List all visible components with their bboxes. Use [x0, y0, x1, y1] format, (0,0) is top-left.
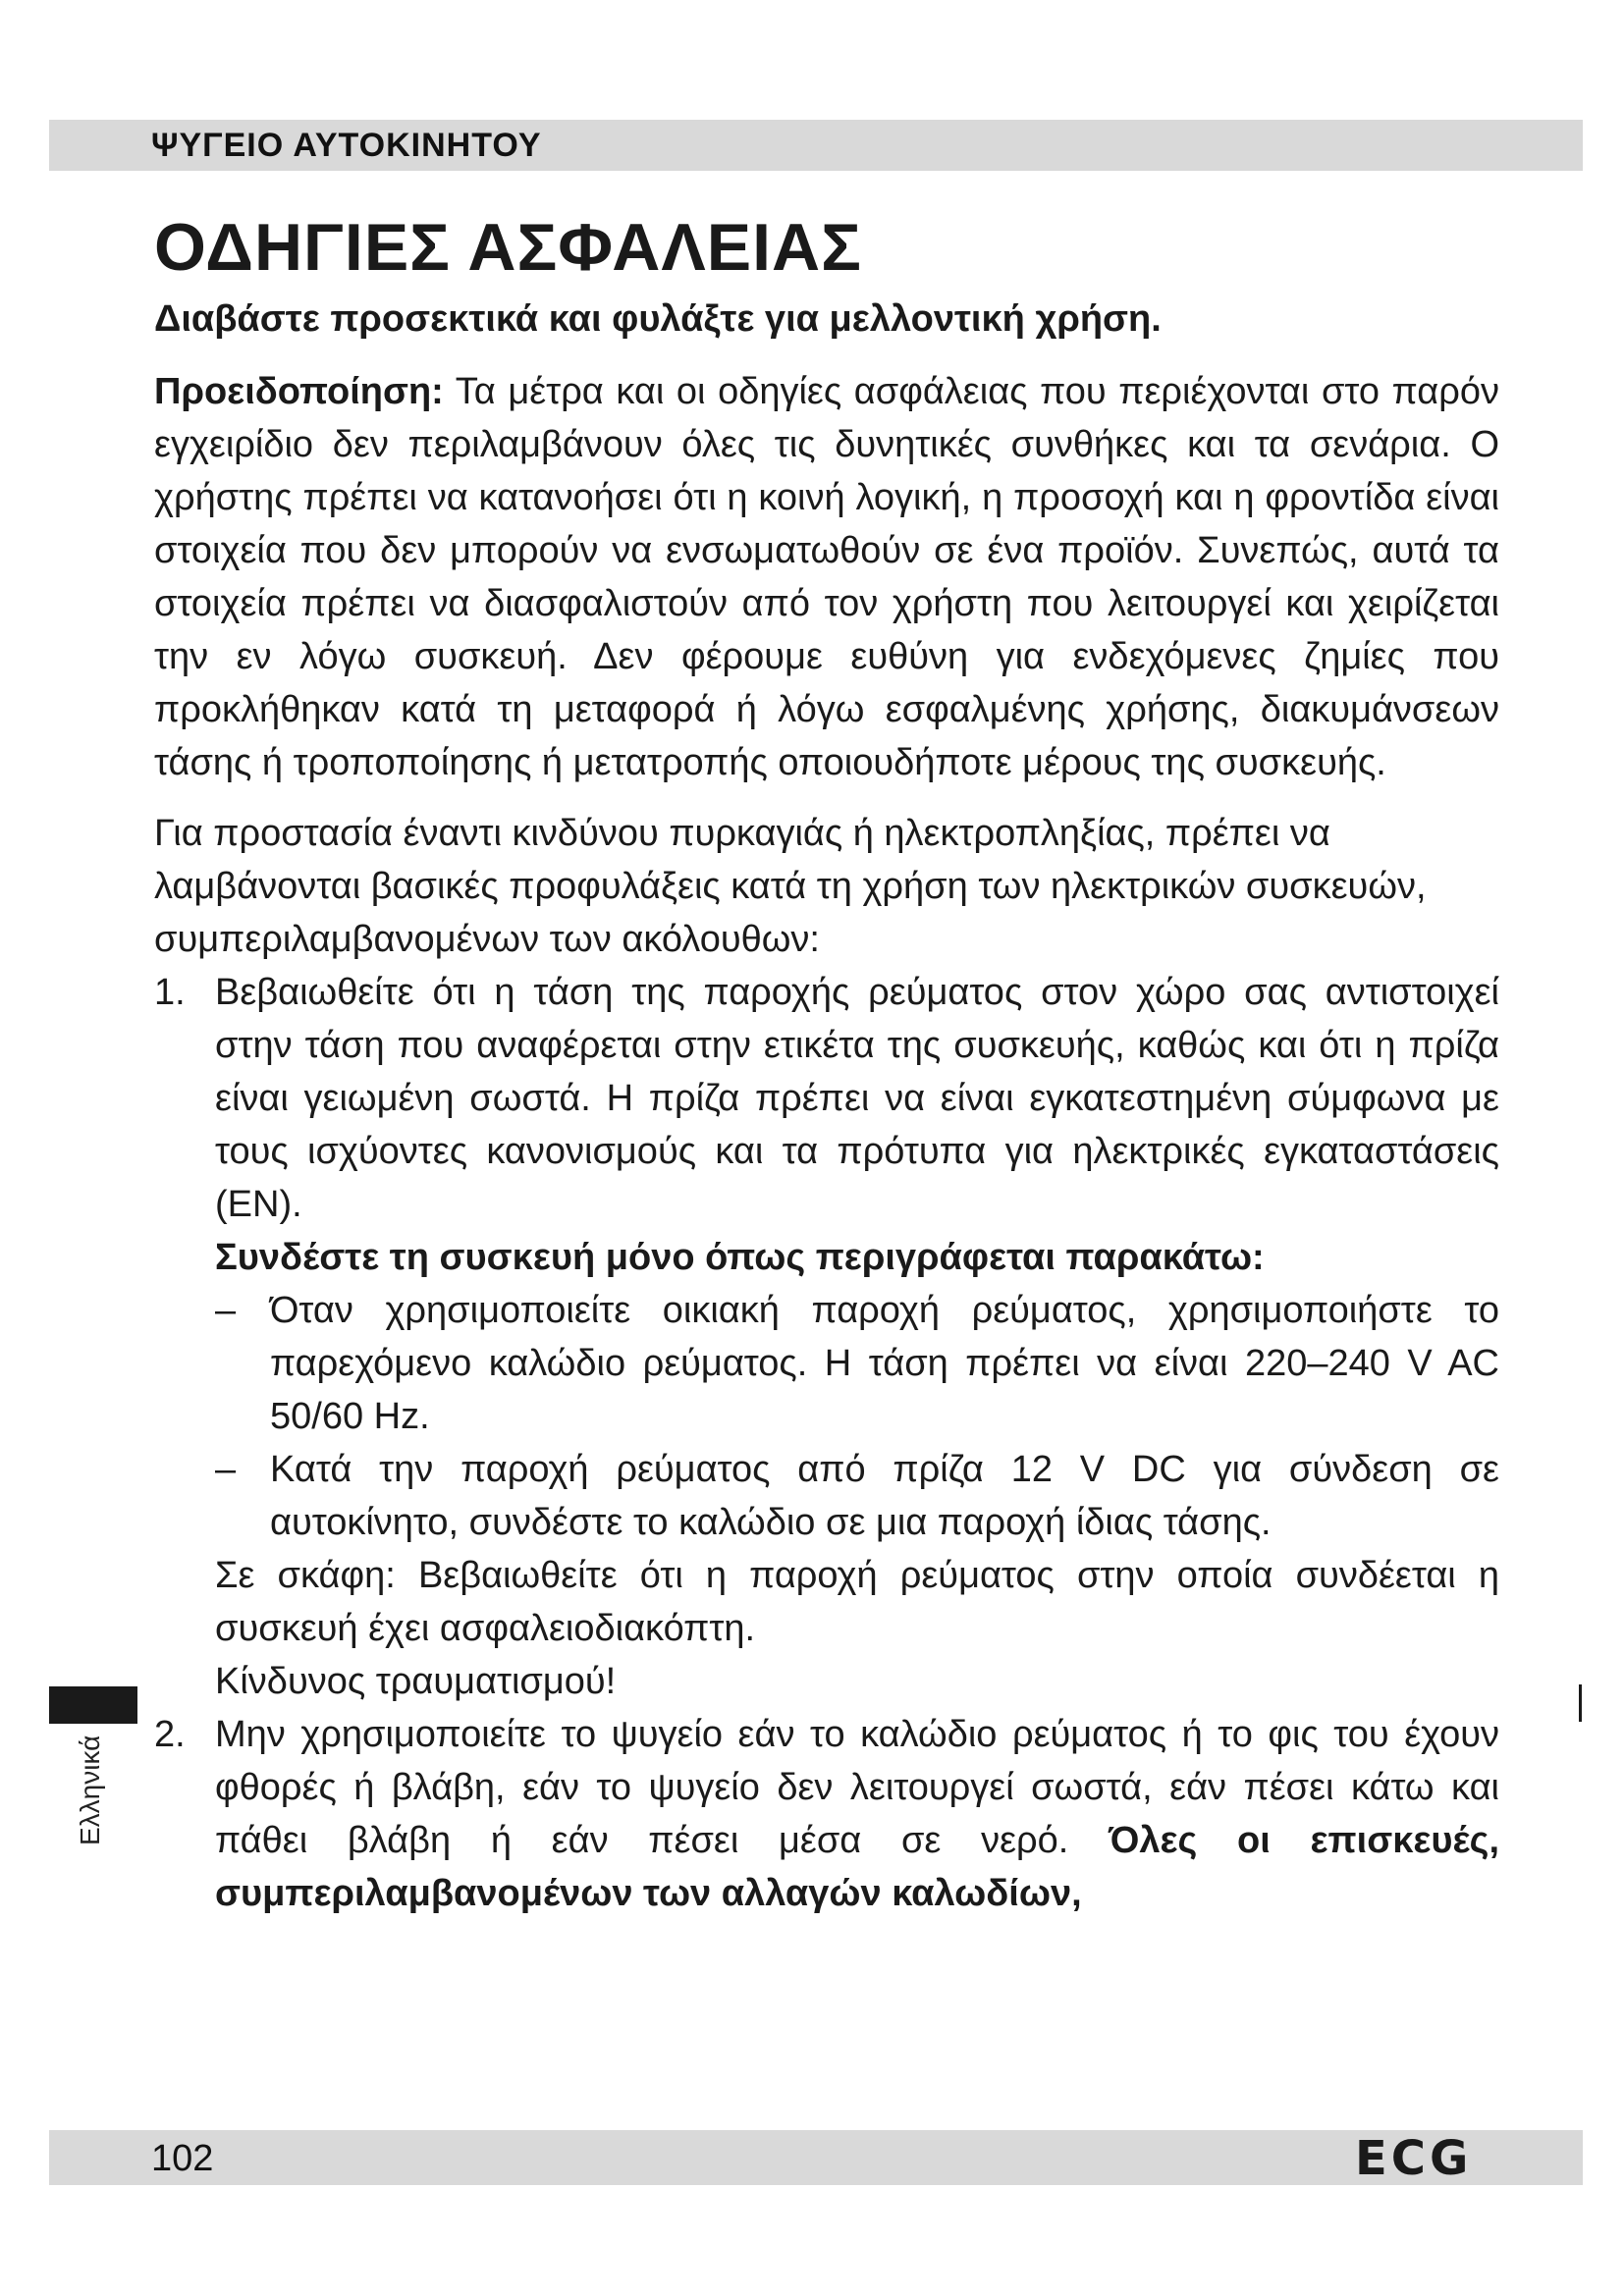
item2-text: Μην χρησιμοποιείτε το ψυγείο εάν το καλώδιο ρεύματος ή το φις του έχουν φθορές ή βλάβη, εάν το ψυγείο δεν λειτουργεί σωστά, εάν πέσει κάτω και πάθει βλάβη ή εάν πέσει μέσα σε νερό. — [215, 1714, 1499, 1861]
warning-label: Προειδοποίηση: — [154, 371, 444, 412]
footer-band — [49, 2130, 1583, 2185]
page-number: 102 — [151, 2138, 214, 2179]
margin-marker — [1579, 1684, 1582, 1722]
list-item-number: 2. — [154, 1714, 186, 1755]
language-tab-marker — [49, 1686, 137, 1724]
intro-paragraph: Για προστασία έναντι κινδύνου πυρκαγιάς ή ηλεκτροπληξίας, πρέπει να λαμβάνονται βασικές προφυλάξεις κατά τη χρήση των ηλεκτρικών συσκευών, συμπεριλαμβανομένων των ακόλουθων: — [154, 813, 1427, 960]
list-item-number: 1. — [154, 972, 186, 1013]
header-band — [49, 120, 1583, 171]
dash-item-1 — [215, 1284, 1499, 1443]
list-item-2 — [154, 1708, 1499, 1920]
page-content — [154, 206, 1499, 1920]
list-item-1 — [154, 966, 1499, 1708]
page-subtitle: Διαβάστε προσεκτικά και φυλάξτε για μελλοντική χρήση. — [154, 298, 1162, 340]
dash-symbol: – — [215, 1449, 237, 1490]
connect-heading: Συνδέστε τη συσκευή μόνο όπως περιγράφεται παρακάτω: — [215, 1237, 1265, 1278]
page-title: ΟΔΗΓΙΕΣ ΑΣΦΑΛΕΙΑΣ — [154, 210, 862, 285]
boat-note: Σε σκάφη: Βεβαιωθείτε ότι η παροχή ρεύματος στην οποία συνδέεται η συσκευή έχει ασφαλειοδιακόπτη. — [215, 1555, 1499, 1649]
dash-item-2 — [215, 1443, 1499, 1549]
dash-item-text: Όταν χρησιμοποιείτε οικιακή παροχή ρεύματος, χρησιμοποιήστε το παρεχόμενο καλώδιο ρεύματος. Η τάση πρέπει να είναι 220–240 V AC 50/60 Hz. — [270, 1290, 1499, 1437]
warning-text: Τα μέτρα και οι οδηγίες ασφάλειας που περιέχονται στο παρόν εγχειρίδιο δεν περιλαμβάνουν όλες τις δυνητικές συνθήκες και τα σενάρια. Ο χρήστης πρέπει να κατανοήσει ότι η κοινή λογική, η προσοχή και η φροντίδα είναι στοιχεία που δεν μπορούν να ενσωματωθούν σε ένα προϊόν. Συνεπώς, αυτά τα στοιχεία πρέπει να διασφαλιστούν από τον χρήστη που λειτουργεί και χειρίζεται την εν λόγω συσκευή. Δεν φέρουμε ευθύνη για ενδεχόμενες ζημίες που προκλήθηκαν κατά τη μεταφορά ή λόγω εσφαλμένης χρήσης, διακυμάνσεων τάσης ή τροποποίησης ή μετατροπής οποιουδήποτε μέρους της συσκευής. — [154, 371, 1499, 783]
language-label: Ελληνικά — [75, 1735, 105, 1845]
dash-item-text: Κατά την παροχή ρεύματος από πρίζα 12 V DC για σύνδεση σε αυτοκίνητο, συνδέστε το καλώδιο σε μια παροχή ίδιας τάσης. — [270, 1449, 1499, 1543]
section-title: ΨΥΓΕΙΟ ΑΥΤΟΚΙΝΗΤΟΥ — [151, 127, 542, 164]
list-item-text: Βεβαιωθείτε ότι η τάση της παροχής ρεύματος στον χώρο σας αντιστοιχεί στην τάση που αναφέρεται στην ετικέτα της συσκευής, καθώς και ότι η πρίζα είναι γειωμένη σωστά. Η πρίζα πρέπει να είναι εγκατεστημένη σύμφωνα με τους ισχύοντες κανονισμούς και τα πρότυπα για ηλεκτρικές εγκαταστάσεις (EN). — [215, 972, 1499, 1225]
dash-symbol: – — [215, 1290, 237, 1331]
item2-bold-text: Όλες οι επισκευές, συμπεριλαμβανομένων των αλλαγών καλωδίων, — [215, 1820, 1499, 1914]
brand-logo: ECG — [1355, 2131, 1473, 2186]
warning-paragraph — [154, 365, 1499, 789]
list-item-text — [215, 1708, 1499, 1920]
injury-note: Κίνδυνος τραυματισμού! — [215, 1661, 617, 1702]
